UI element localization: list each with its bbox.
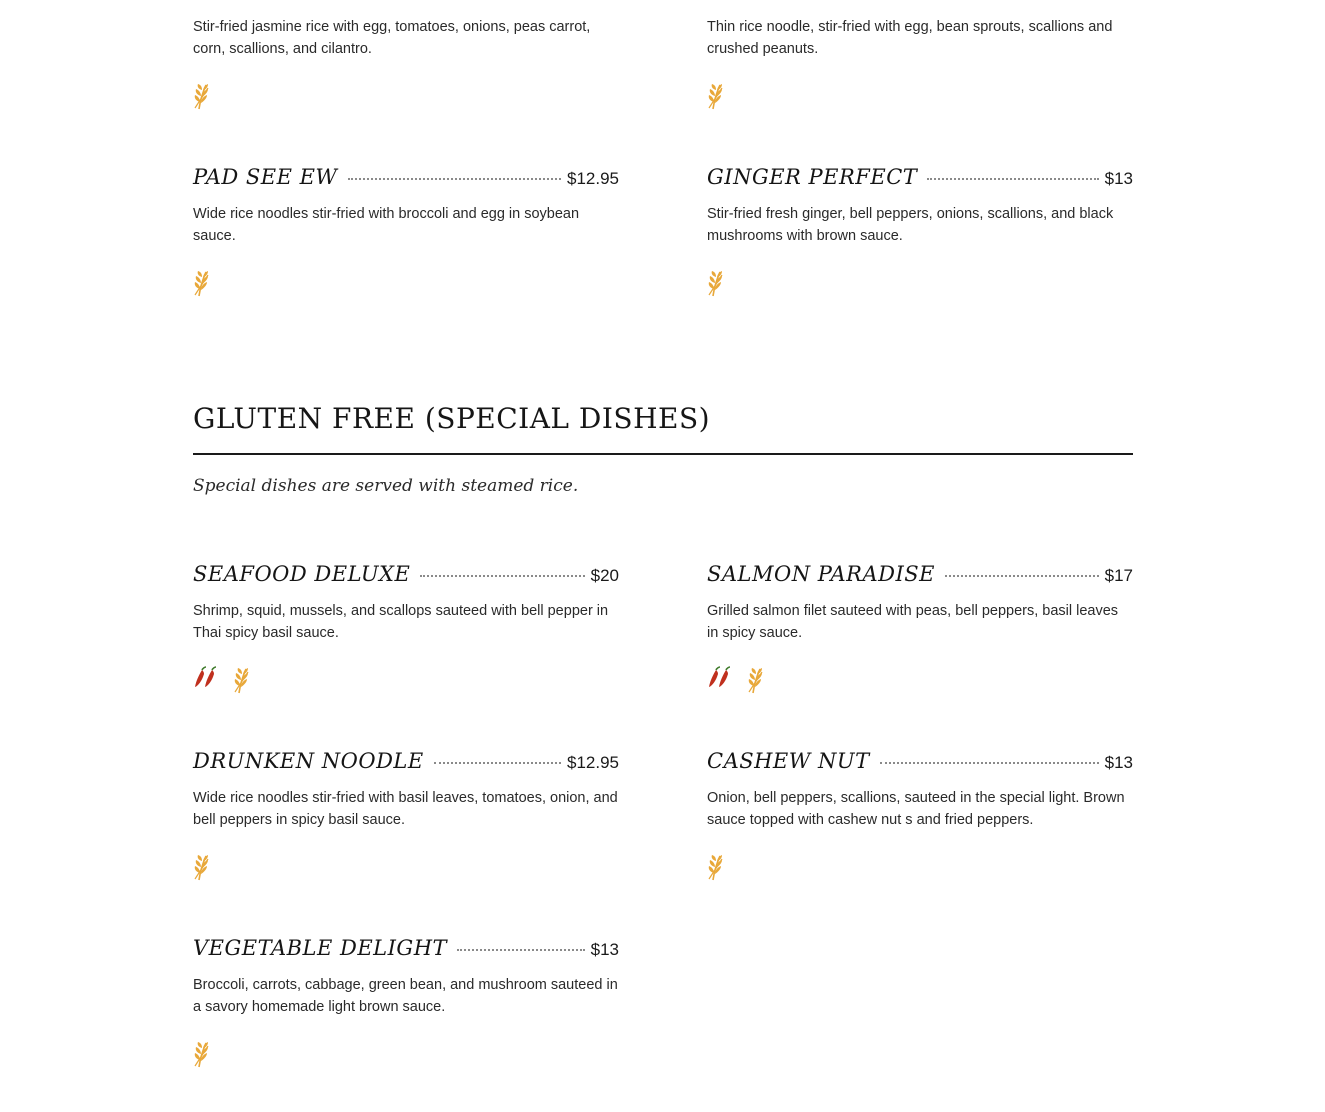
item-price: $12.95: [567, 753, 619, 772]
item-icons: [193, 666, 619, 694]
dot-leader: [945, 574, 1099, 577]
item-header: [193, 165, 619, 199]
dot-leader: [927, 177, 1098, 180]
item-header: [707, 749, 1133, 783]
item-description: Grilled salmon filet sauteed with peas, bell peppers, basil leaves in spicy sauce.: [707, 603, 1119, 641]
item-description: Broccoli, carrots, cabbage, green bean, and mushroom sauteed in a savory homemade light brown sauce.: [193, 977, 618, 1015]
item-description: Stir-fried fresh ginger, bell peppers, onions, scallions, and black mushrooms with brown sauce.: [707, 206, 1114, 244]
dot-leader: [880, 761, 1099, 764]
wheat-gluten-free-icon: [193, 269, 211, 297]
menu-item: [193, 0, 619, 110]
item-description: Stir-fried jasmine rice with egg, tomatoes, onions, peas carrot, corn, scallions, and cilantro.: [193, 19, 591, 57]
dot-leader: [420, 574, 584, 577]
menu-item: [707, 0, 1133, 110]
menu-item: [193, 749, 619, 881]
item-description: Shrimp, squid, mussels, and scallops sauteed with bell pepper in Thai spicy basil sauce.: [193, 603, 609, 641]
menu-item: [193, 165, 619, 297]
chili-pepper-icon: [707, 666, 733, 694]
item-name: DRUNKEN NOODLE: [193, 749, 424, 773]
wheat-gluten-free-icon: [193, 82, 211, 110]
wheat-gluten-free-icon: [233, 666, 251, 694]
item-price: $13: [1104, 169, 1133, 188]
section-title: GLUTEN FREE (SPECIAL DISHES): [193, 402, 711, 435]
item-price: $20: [590, 566, 619, 585]
wheat-gluten-free-icon: [193, 853, 211, 881]
item-price: $13: [590, 940, 619, 959]
item-description: Onion, bell peppers, scallions, sauteed in the special light. Brown sauce topped with cashew nut s and fried peppers.: [707, 790, 1125, 828]
item-description: Wide rice noodles stir-fried with broccoli and egg in soybean sauce.: [193, 206, 580, 244]
menu-item: [193, 936, 619, 1068]
item-header: [707, 165, 1133, 199]
wheat-gluten-free-icon: [707, 853, 725, 881]
item-name: GINGER PERFECT: [707, 165, 918, 189]
item-header: [707, 0, 1133, 12]
item-icons: [707, 82, 1133, 110]
dot-leader: [434, 761, 561, 764]
item-price: $12.95: [567, 169, 619, 188]
section-note: Special dishes are served with steamed rice.: [193, 476, 579, 496]
item-icons: [707, 269, 1133, 297]
menu-item: [707, 749, 1133, 881]
item-price: $17: [1104, 566, 1133, 585]
item-description: Wide rice noodles stir-fried with basil leaves, tomatoes, onion, and bell peppers in spicy basil sauce.: [193, 790, 618, 828]
wheat-gluten-free-icon: [707, 269, 725, 297]
dot-leader: [348, 177, 561, 180]
item-icons: [707, 666, 1133, 694]
dot-leader: [457, 948, 585, 951]
wheat-gluten-free-icon: [747, 666, 765, 694]
item-header: [193, 0, 619, 12]
item-name: SALMON PARADISE: [707, 562, 935, 586]
menu-item: [193, 562, 619, 694]
menu-item: [707, 165, 1133, 297]
wheat-gluten-free-icon: [193, 1040, 211, 1068]
item-header: [193, 749, 619, 783]
wheat-gluten-free-icon: [707, 82, 725, 110]
item-icons: [193, 853, 619, 881]
item-icons: [193, 1040, 619, 1068]
item-header: [193, 562, 619, 596]
item-header: [193, 936, 619, 970]
item-name: VEGETABLE DELIGHT: [193, 936, 448, 960]
item-description: Thin rice noodle, stir-fried with egg, bean sprouts, scallions and crushed peanuts.: [707, 19, 1113, 57]
item-icons: [193, 82, 619, 110]
item-icons: [707, 853, 1133, 881]
item-name: SEAFOOD DELUXE: [193, 562, 411, 586]
item-header: [707, 562, 1133, 596]
item-name: CASHEW NUT: [707, 749, 870, 773]
menu-item: [707, 562, 1133, 694]
item-price: $13: [1104, 753, 1133, 772]
chili-pepper-icon: [193, 666, 219, 694]
menu-page: [193, 0, 1133, 1112]
item-name: PAD SEE EW: [193, 165, 338, 189]
section-divider: [193, 453, 1133, 455]
item-icons: [193, 269, 619, 297]
